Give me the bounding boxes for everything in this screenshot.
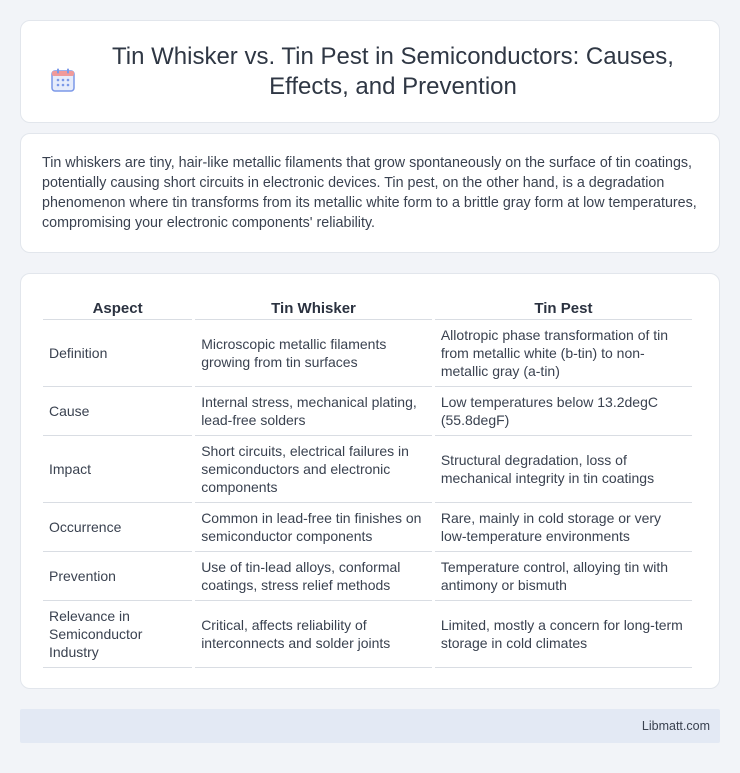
- table-row: [43, 552, 692, 601]
- page-title: Tin Whisker vs. Tin Pest in Semiconductors: Causes, Effects, and Prevention: [112, 42, 674, 100]
- row-tin-pest-cell: Low temperatures below 13.2degC (55.8degF): [435, 387, 692, 436]
- row-aspect-cell: Prevention: [43, 552, 192, 601]
- row-aspect-cell: Occurrence: [43, 503, 192, 552]
- row-tin-whisker-cell: Common in lead-free tin finishes on semiconductor components: [195, 503, 432, 552]
- row-tin-pest-cell: Rare, mainly in cold storage or very low-temperature environments: [435, 503, 692, 552]
- footer-site-link[interactable]: Libmatt.com: [641, 719, 710, 733]
- column-header-aspect: Aspect: [43, 296, 192, 320]
- row-tin-pest-cell: Structural degradation, loss of mechanical integrity in tin coatings: [435, 436, 692, 503]
- row-aspect-cell: Definition: [43, 320, 192, 387]
- table-row: [43, 387, 692, 436]
- table-row: [43, 320, 692, 387]
- row-aspect-cell: Cause: [43, 387, 192, 436]
- row-tin-pest-cell: Allotropic phase transformation of tin from metallic white (b-tin) to non-metallic gray (a-tin): [435, 320, 692, 387]
- title-card: [20, 20, 720, 123]
- calendar-icon: [50, 67, 76, 93]
- title-wrap: [50, 42, 690, 102]
- table-row: [43, 436, 692, 503]
- comparison-card: [20, 273, 720, 689]
- row-tin-whisker-cell: Use of tin-lead alloys, conformal coatings, stress relief methods: [195, 552, 432, 601]
- column-header-tin-whisker: Tin Whisker: [195, 296, 432, 320]
- table-row: [43, 503, 692, 552]
- intro-card: [20, 133, 720, 253]
- row-tin-whisker-cell: Internal stress, mechanical plating, lead-free solders: [195, 387, 432, 436]
- column-header-tin-pest: Tin Pest: [435, 296, 692, 320]
- table-row: [43, 601, 692, 668]
- row-tin-whisker-cell: Microscopic metallic filaments growing from tin surfaces: [195, 320, 432, 387]
- comparison-table: [40, 296, 695, 668]
- row-tin-pest-cell: Limited, mostly a concern for long-term storage in cold climates: [435, 601, 692, 668]
- row-aspect-cell: Relevance in Semiconductor Industry: [43, 601, 192, 668]
- intro-paragraph: Tin whiskers are tiny, hair-like metallic filaments that grow spontaneously on the surface of tin coatings, potentially causing short circuits in electronic devices. Tin pest, on the other hand, is a degradation phenomenon where tin transforms from its metallic white form to a brittle gray form at low temperatures, compromising your electronic components' reliability.: [42, 155, 697, 231]
- row-tin-whisker-cell: Short circuits, electrical failures in semiconductors and electronic components: [195, 436, 432, 503]
- table-header-row: [43, 296, 692, 320]
- row-tin-whisker-cell: Critical, affects reliability of interconnects and solder joints: [195, 601, 432, 668]
- row-tin-pest-cell: Temperature control, alloying tin with antimony or bismuth: [435, 552, 692, 601]
- row-aspect-cell: Impact: [43, 436, 192, 503]
- footer-bar: [20, 709, 720, 743]
